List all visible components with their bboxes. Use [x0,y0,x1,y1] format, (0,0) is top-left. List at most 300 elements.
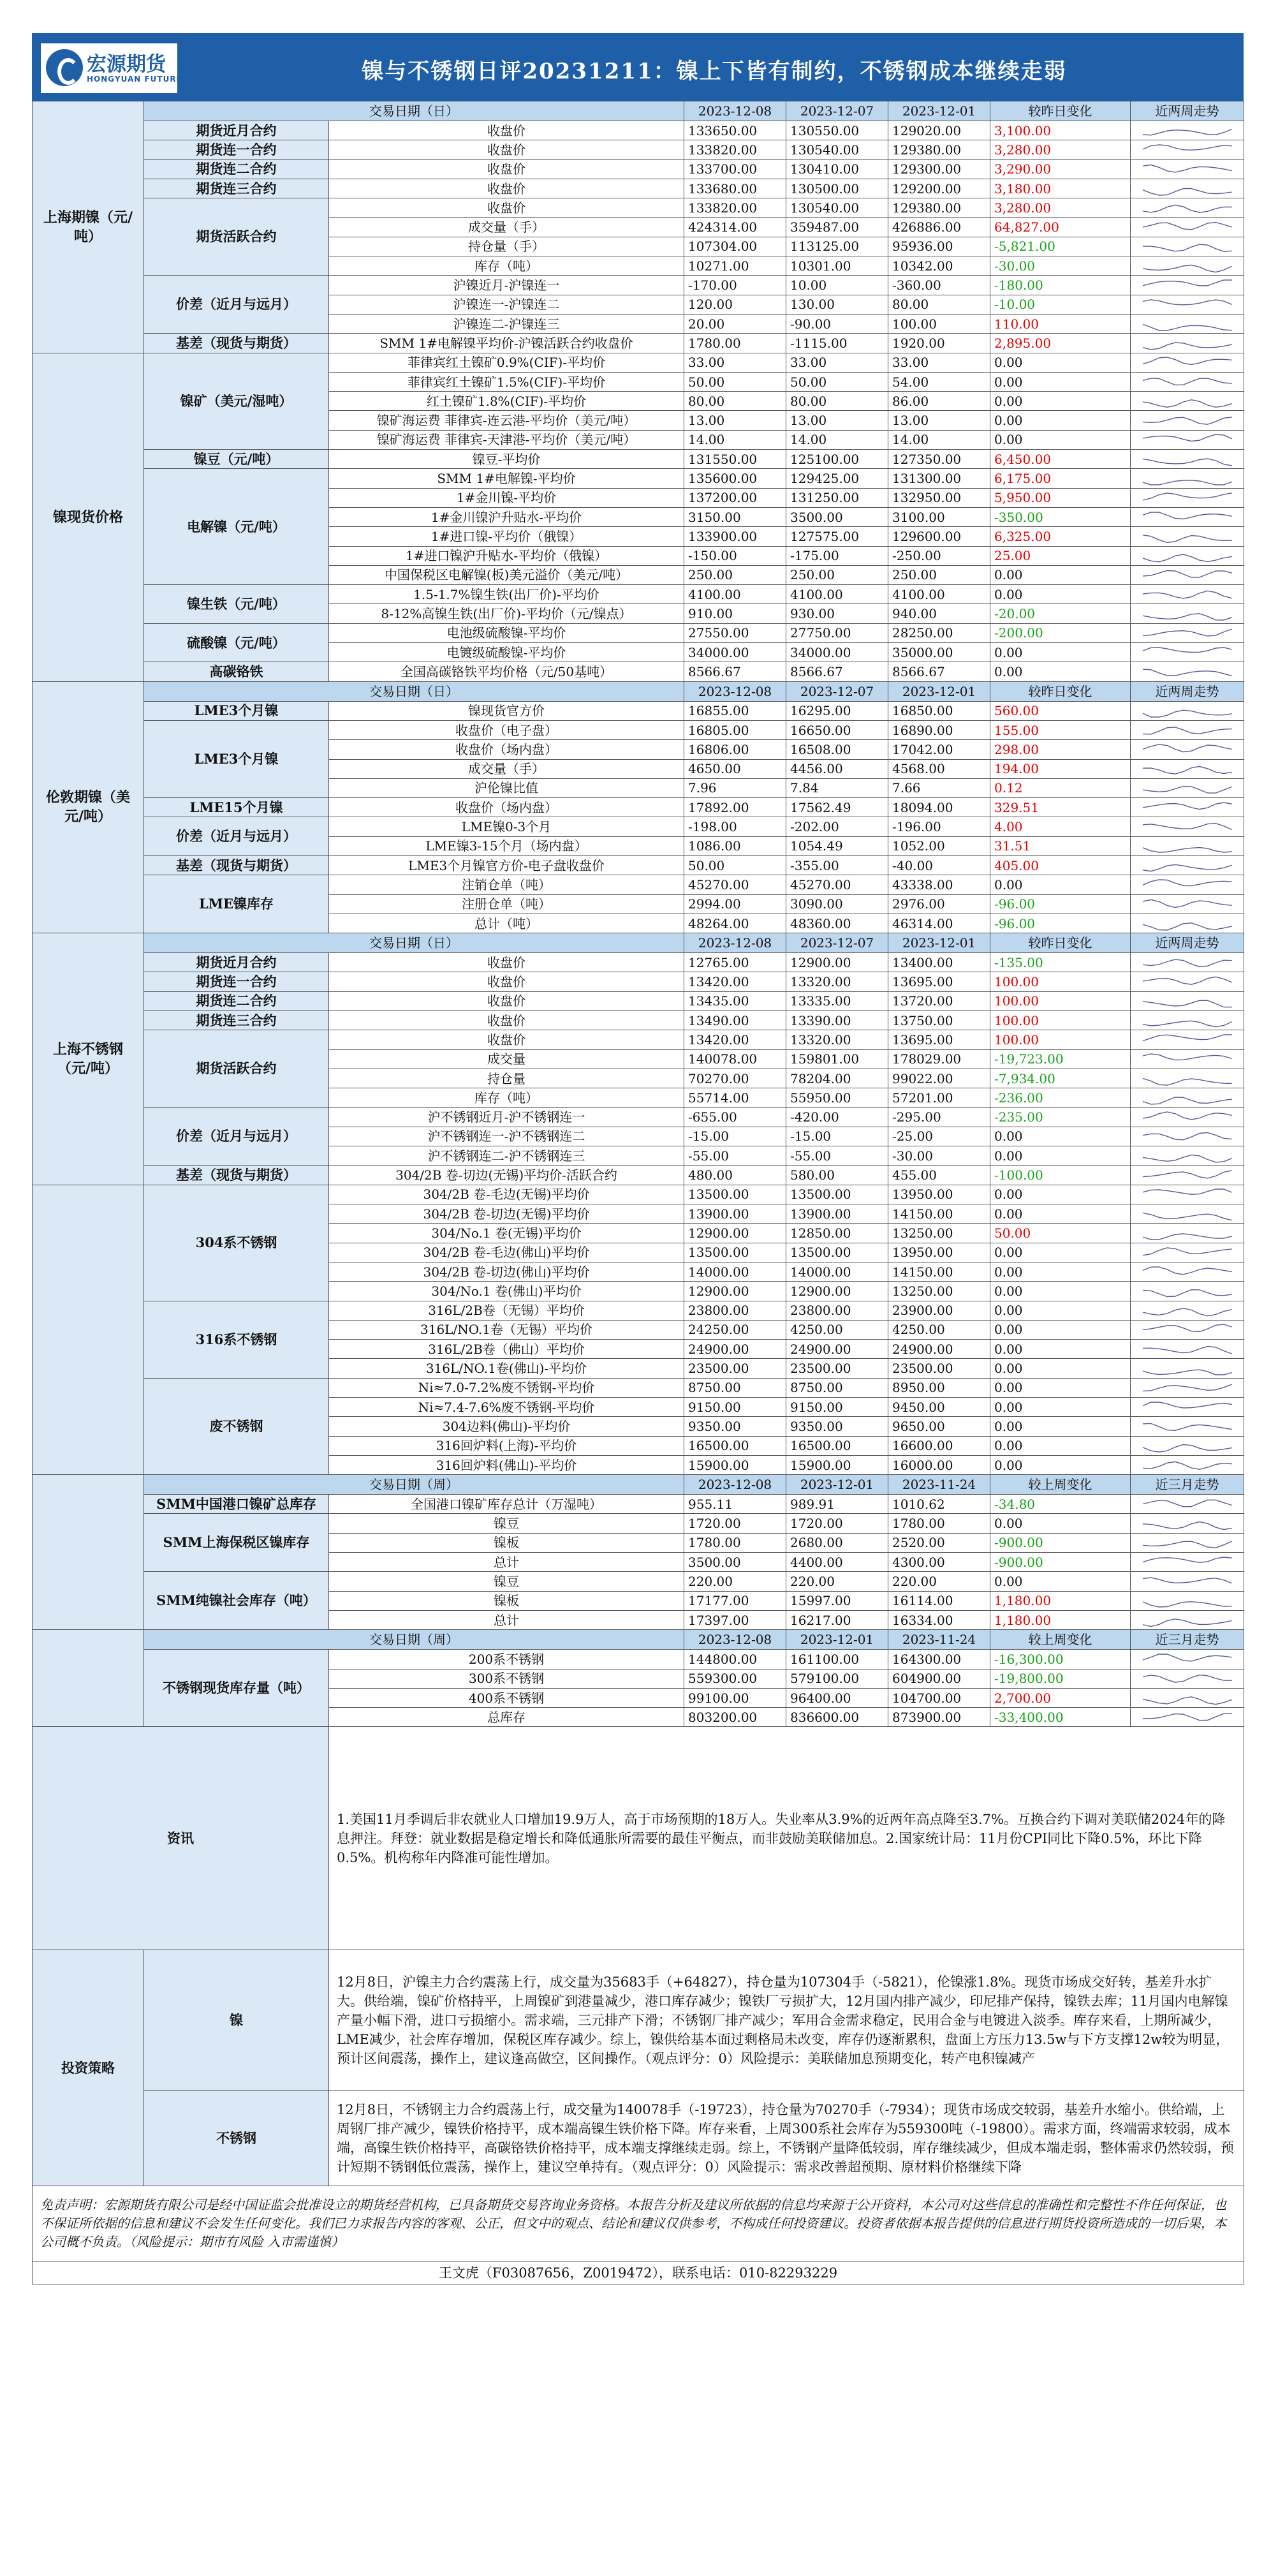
change-cell: 0.00 [990,1262,1131,1281]
value-cell: 12900.00 [786,1282,888,1301]
report-title: 镍与不锈钢日评20231211：镍上下皆有制约，不锈钢成本继续走弱 [362,59,1067,84]
value-cell: 955.11 [684,1495,786,1514]
group-label: SMM纯镍社会库存（吨） [144,1572,329,1630]
item-label: 镍现货官方价 [329,701,684,720]
value-cell: 14000.00 [684,1262,786,1281]
sparkline-cell [1131,1553,1244,1572]
item-label: 沪镍连二-沪镍连三 [329,314,684,333]
change-cell: 0.00 [990,1359,1131,1378]
group-label: 期货连二合约 [144,991,329,1010]
value-cell: 48360.00 [786,914,888,933]
sparkline-cell [1131,1224,1244,1243]
item-label: 全国港口镍矿库存总计（万湿吨） [329,1495,684,1514]
value-cell: 23900.00 [888,1301,990,1320]
value-cell: 13750.00 [888,1011,990,1030]
sparkline-cell [1131,527,1244,546]
sparkline-cell [1131,450,1244,469]
value-cell: 17892.00 [684,798,786,817]
section-label: 伦敦期镍（美元/吨） [33,681,144,933]
item-label: 收盘价 [329,140,684,159]
value-cell: 14.00 [684,430,786,449]
header-cell: 较昨日变化 [990,933,1131,953]
item-label: 304边料(佛山)-平均价 [329,1417,684,1436]
group-label: 期货近月合约 [144,953,329,972]
sparkline-icon [1140,471,1235,487]
sparkline-icon [1140,142,1235,159]
value-cell: 130540.00 [786,198,888,218]
section-label [33,1475,144,1630]
value-cell: 9150.00 [684,1398,786,1417]
sparkline-icon [1140,1071,1235,1088]
header-cell: 2023-12-07 [786,681,888,701]
value-cell: 13500.00 [684,1185,786,1204]
sparkline-cell [1131,855,1244,875]
sparkline-icon [1140,1013,1235,1030]
sparkline-cell [1131,218,1244,237]
value-cell: 16295.00 [786,701,888,720]
sparkline-icon [1140,1438,1235,1455]
item-label: 304/2B 卷-切边(无锡)平均价 [329,1204,684,1224]
item-label: 镍板 [329,1591,684,1610]
value-cell: 16334.00 [888,1610,990,1629]
group-label: 镍矿（美元/湿吨） [144,353,329,449]
value-cell: 23500.00 [786,1359,888,1378]
item-label: 总计 [329,1610,684,1629]
header-cell: 近三月走势 [1131,1475,1244,1495]
sparkline-icon [1140,761,1235,778]
sparkline-icon [1140,374,1235,391]
change-cell: 100.00 [990,972,1131,991]
value-cell: 133820.00 [684,140,786,159]
value-cell: 104700.00 [888,1688,990,1707]
item-label: 沪镍连一-沪镍连二 [329,295,684,314]
item-label: 316L/2B卷（佛山）平均价 [329,1340,684,1359]
value-cell: 24900.00 [684,1340,786,1359]
news-label: 资讯 [33,1727,329,1950]
value-cell: 10271.00 [684,256,786,276]
value-cell: 13950.00 [888,1185,990,1204]
value-cell: 604900.00 [888,1669,990,1688]
group-label: SMM中国港口镍矿总库存 [144,1495,329,1514]
company-logo [41,43,189,93]
value-cell: 9650.00 [888,1417,990,1436]
value-cell: 10301.00 [786,256,888,276]
table-row [33,1030,1244,1049]
value-cell: 1780.00 [888,1514,990,1533]
change-cell: -20.00 [990,604,1131,623]
table-row [33,720,1244,739]
change-cell: -96.00 [990,894,1131,914]
value-cell: 16508.00 [786,740,888,759]
value-cell: 3500.00 [786,507,888,526]
sparkline-cell [1131,121,1244,140]
value-cell: 13250.00 [888,1224,990,1243]
change-cell: -10.00 [990,295,1131,314]
value-cell: 50.00 [786,372,888,391]
value-cell: 12765.00 [684,953,786,972]
sparkline-icon [1140,1167,1235,1184]
sparkline-icon [1140,1303,1235,1319]
sparkline-cell [1131,1049,1244,1069]
change-cell: 100.00 [990,991,1131,1010]
sparkline-cell [1131,1455,1244,1474]
item-label: LME镍0-3个月 [329,817,684,836]
sparkline-cell [1131,1301,1244,1320]
change-cell: -5,821.00 [990,237,1131,256]
value-cell: 107304.00 [684,237,786,256]
table-row [33,1107,1244,1127]
sparkline-icon [1140,161,1235,178]
group-label: 期货连一合约 [144,972,329,991]
value-cell: 135600.00 [684,469,786,488]
section-label: 上海期镍（元/吨） [33,101,144,353]
table-row [33,159,1244,179]
header-cell: 2023-12-08 [684,101,786,121]
value-cell: 140078.00 [684,1049,786,1069]
group-label: 期货连二合约 [144,159,329,179]
value-cell: 4100.00 [786,585,888,604]
header-cell: 2023-12-01 [888,933,990,953]
sparkline-cell [1131,643,1244,662]
change-cell: 4.00 [990,817,1131,836]
sparkline-icon [1140,664,1235,681]
change-cell: -19,723.00 [990,1049,1131,1069]
strategy-ss-text: 12月8日，不锈钢主力合约震荡上行，成交量为140078手（-19723），持仓量为70270手（-7934）；现货市场成交较弱，基差升水缩小。供给端，上周钢厂排产减少，镍铁价格持平，成本端高镍生铁价格下降。库存来看，上周300系社会库存为559300吨（-19800）。需求方面，终端需求较弱，成本端，高镍生铁价格持平，高碳铬铁价格持平，成本端支撑继续走弱。综上，不锈钢产量降低较弱，库存继续减少，但成本端走弱，整体需求仍然较弱，预计短期不锈钢低位震荡，操作上，建议空单持有。（观点评分：0）风险提示：需求改善超预期、原材料价格继续下降 [329,2091,1244,2186]
value-cell: 95936.00 [888,237,990,256]
value-cell: 33.00 [888,353,990,372]
sparkline-icon [1140,1613,1235,1629]
value-cell: 20.00 [684,314,786,333]
sparkline-icon [1140,723,1235,739]
group-label: 316系不锈钢 [144,1301,329,1378]
header-cell: 2023-12-07 [786,101,888,121]
value-cell: 16855.00 [684,701,786,720]
sparkline-icon [1140,1109,1235,1126]
value-cell: 10.00 [786,276,888,295]
change-cell: 5,950.00 [990,488,1131,507]
value-cell: 4250.00 [786,1320,888,1339]
value-cell: -175.00 [786,546,888,565]
value-cell: 13900.00 [786,1204,888,1224]
header-cell: 较上周变化 [990,1630,1131,1650]
value-cell: 8566.67 [684,662,786,681]
sparkline-icon [1140,780,1235,797]
value-cell: 33.00 [684,353,786,372]
sparkline-icon [1140,529,1235,545]
sparkline-cell [1131,1669,1244,1688]
value-cell: 23800.00 [684,1301,786,1320]
value-cell: 16500.00 [786,1436,888,1455]
value-cell: 8750.00 [786,1378,888,1397]
table-row [33,798,1244,817]
header-cell: 较昨日变化 [990,681,1131,701]
item-label: 1#进口镍-平均价（俄镍） [329,527,684,546]
sparkline-icon [1140,1458,1235,1474]
value-cell: 359487.00 [786,218,888,237]
change-cell: 25.00 [990,546,1131,565]
value-cell: 7.66 [888,778,990,797]
change-cell: 0.00 [990,1185,1131,1204]
value-cell: 1780.00 [684,334,786,353]
header-cell: 近三月走势 [1131,1630,1244,1650]
group-label: LME3个月镍 [144,720,329,797]
change-cell: 0.00 [990,1436,1131,1455]
sparkline-icon [1140,1400,1235,1416]
item-label: 沪不锈钢近月-沪不锈钢连一 [329,1107,684,1127]
group-label: 304系不锈钢 [144,1185,329,1301]
sparkline-cell [1131,334,1244,353]
sparkline-cell [1131,1030,1244,1049]
value-cell: 80.00 [888,295,990,314]
group-label: 期货近月合约 [144,121,329,140]
value-cell: 4456.00 [786,759,888,778]
value-cell: 4300.00 [888,1553,990,1572]
value-cell: 2680.00 [786,1533,888,1552]
value-cell: 17177.00 [684,1591,786,1610]
value-cell: 13435.00 [684,991,786,1010]
strategy-ss-label: 不锈钢 [144,2091,329,2186]
sparkline-icon [1140,200,1235,217]
table-row [33,334,1244,353]
value-cell: 1086.00 [684,836,786,855]
sparkline-cell [1131,953,1244,972]
value-cell: 9350.00 [786,1417,888,1436]
value-cell: 14150.00 [888,1204,990,1224]
item-label: 304/2B 卷-切边(无锡)平均价-活跃合约 [329,1166,684,1185]
item-label: 收盘价 [329,198,684,218]
value-cell: 45270.00 [684,875,786,894]
sparkline-cell [1131,1514,1244,1533]
header-trade-date: 交易日期（周） [144,1475,684,1495]
sparkline-cell [1131,894,1244,914]
item-label: 成交量（手） [329,218,684,237]
value-cell: -55.00 [684,1146,786,1166]
sparkline-icon [1140,645,1235,662]
value-cell: 16217.00 [786,1610,888,1629]
item-label: 400系不锈钢 [329,1688,684,1707]
change-cell: 0.00 [990,1398,1131,1417]
change-cell: 0.00 [990,430,1131,449]
item-label: 304/2B 卷-切边(佛山)平均价 [329,1262,684,1281]
item-label: 316L/2B卷（无锡）平均价 [329,1301,684,1320]
value-cell: 70270.00 [684,1069,786,1088]
change-cell: 0.12 [990,778,1131,797]
sparkline-icon [1140,432,1235,448]
sparkline-cell [1131,740,1244,759]
value-cell: -150.00 [684,546,786,565]
change-cell: 0.00 [990,1282,1131,1301]
value-cell: -40.00 [888,855,990,875]
item-label: 316回炉料(上海)-平均价 [329,1436,684,1455]
sparkline-cell [1131,1204,1244,1224]
item-label: 收盘价 [329,953,684,972]
item-label: 沪镍近月-沪镍连一 [329,276,684,295]
value-cell: 1054.49 [786,836,888,855]
value-cell: 28250.00 [888,623,990,642]
sparkline-cell [1131,1185,1244,1204]
table-row [33,1650,1244,1669]
sparkline-icon [1140,974,1235,991]
value-cell: 34000.00 [786,643,888,662]
sparkline-icon [1140,896,1235,913]
sparkline-cell [1131,1282,1244,1301]
sparkline-cell [1131,565,1244,584]
value-cell: 130410.00 [786,159,888,179]
value-cell: 18094.00 [888,798,990,817]
sparkline-cell [1131,1398,1244,1417]
sparkline-icon [1140,1129,1235,1145]
header-cell: 2023-11-24 [888,1630,990,1650]
item-label: 1#进口镍沪升贴水-平均价（俄镍） [329,546,684,565]
sparkline-cell [1131,1688,1244,1707]
header-cell: 近两周走势 [1131,681,1244,701]
table-row [33,1166,1244,1185]
sparkline-icon [1140,1148,1235,1165]
sparkline-cell [1131,972,1244,991]
group-label: 价差（近月与远月） [144,276,329,334]
item-label: 316回炉料(佛山)-平均价 [329,1455,684,1474]
change-cell: 3,280.00 [990,198,1131,218]
value-cell: 13950.00 [888,1243,990,1262]
value-cell: 7.96 [684,778,786,797]
value-cell: -198.00 [684,817,786,836]
sparkline-icon [1140,1284,1235,1300]
change-cell: 0.00 [990,565,1131,584]
sparkline-icon [1140,1419,1235,1435]
group-label: 镍豆（元/吨） [144,450,329,469]
value-cell: 14150.00 [888,1262,990,1281]
item-label: 304/2B 卷-毛边(无锡)平均价 [329,1185,684,1204]
item-label: 8-12%高镍生铁(出厂价)-平均价（元/镍点） [329,604,684,623]
value-cell: 14.00 [786,430,888,449]
value-cell: 15997.00 [786,1591,888,1610]
change-cell: 0.00 [990,643,1131,662]
value-cell: 164300.00 [888,1650,990,1669]
sparkline-icon [1140,336,1235,352]
change-cell: 2,895.00 [990,334,1131,353]
item-label: 成交量 [329,1049,684,1069]
change-cell: -200.00 [990,623,1131,642]
value-cell: 129425.00 [786,469,888,488]
sparkline-icon [1140,1032,1235,1049]
value-cell: 46314.00 [888,914,990,933]
group-label: 期货活跃合约 [144,1030,329,1107]
value-cell: 4650.00 [684,759,786,778]
value-cell: -55.00 [786,1146,888,1166]
value-cell: 133700.00 [684,159,786,179]
value-cell: 13695.00 [888,972,990,991]
value-cell: 50.00 [684,372,786,391]
change-cell: 0.00 [990,1378,1131,1397]
report-header [32,33,1244,101]
report-table [32,101,1244,2284]
sparkline-cell [1131,353,1244,372]
sparkline-icon [1140,1342,1235,1358]
sparkline-cell [1131,1610,1244,1629]
value-cell: 120.00 [684,295,786,314]
sparkline-cell [1131,1378,1244,1397]
sparkline-icon [1140,1691,1235,1707]
sparkline-icon [1140,993,1235,1010]
value-cell: 8750.00 [684,1378,786,1397]
value-cell: -30.00 [888,1146,990,1166]
change-cell: 110.00 [990,314,1131,333]
value-cell: 129380.00 [888,198,990,218]
logo-cn: 宏源期货 [87,53,166,76]
value-cell: 55950.00 [786,1088,888,1107]
value-cell: 23500.00 [684,1359,786,1378]
sparkline-cell [1131,372,1244,391]
item-label: 收盘价（场内盘） [329,740,684,759]
item-label: 持仓量 [329,1069,684,1088]
sparkline-icon [1140,587,1235,603]
value-cell: 10342.00 [888,256,990,276]
change-cell: 6,175.00 [990,469,1131,488]
sparkline-icon [1140,955,1235,972]
item-label: 持仓量（手） [329,237,684,256]
value-cell: 13900.00 [684,1204,786,1224]
sparkline-icon [1140,316,1235,333]
change-cell: -7,934.00 [990,1069,1131,1088]
value-cell: 24250.00 [684,1320,786,1339]
value-cell: 16600.00 [888,1436,990,1455]
item-label: 库存（吨） [329,1088,684,1107]
sparkline-icon [1140,1593,1235,1610]
item-label: 中国保税区电解镍(板)美元溢价（美元/吨） [329,565,684,584]
item-label: 200系不锈钢 [329,1650,684,1669]
item-label: 收盘价（电子盘） [329,720,684,739]
value-cell: 940.00 [888,604,990,623]
value-cell: 15900.00 [684,1455,786,1474]
value-cell: 579100.00 [786,1669,888,1688]
header-cell: 2023-12-08 [684,1475,786,1495]
header-cell: 2023-12-08 [684,681,786,701]
change-cell: 0.00 [990,662,1131,681]
group-label: 期货连一合约 [144,140,329,159]
value-cell: 27550.00 [684,623,786,642]
change-cell: -96.00 [990,914,1131,933]
change-cell: -19,800.00 [990,1669,1131,1688]
header-trade-date: 交易日期（日） [144,933,684,953]
sparkline-icon [1140,510,1235,526]
value-cell: 96400.00 [786,1688,888,1707]
sparkline-icon [1140,838,1235,855]
value-cell: -25.00 [888,1127,990,1146]
item-label: 红土镍矿1.8%(CIF)-平均价 [329,392,684,411]
value-cell: 14.00 [888,430,990,449]
sparkline-icon [1140,606,1235,623]
value-cell: -15.00 [786,1127,888,1146]
change-cell: 0.00 [990,1572,1131,1591]
sparkline-cell [1131,488,1244,507]
value-cell: 13.00 [786,411,888,430]
change-cell: 3,180.00 [990,179,1131,198]
sparkline-cell [1131,662,1244,681]
group-label: 期货连三合约 [144,179,329,198]
value-cell: 1920.00 [888,334,990,353]
value-cell: 250.00 [786,565,888,584]
sparkline-icon [1140,1652,1235,1668]
sparkline-cell [1131,1088,1244,1107]
item-label: LME3个月镍官方价-电子盘收盘价 [329,855,684,875]
sparkline-icon [1140,1264,1235,1281]
group-label: 镍生铁（元/吨） [144,585,329,624]
value-cell: 2994.00 [684,894,786,914]
value-cell: 86.00 [888,392,990,411]
sparkline-cell [1131,720,1244,739]
change-cell: 0.00 [990,1514,1131,1533]
sparkline-cell [1131,1417,1244,1436]
